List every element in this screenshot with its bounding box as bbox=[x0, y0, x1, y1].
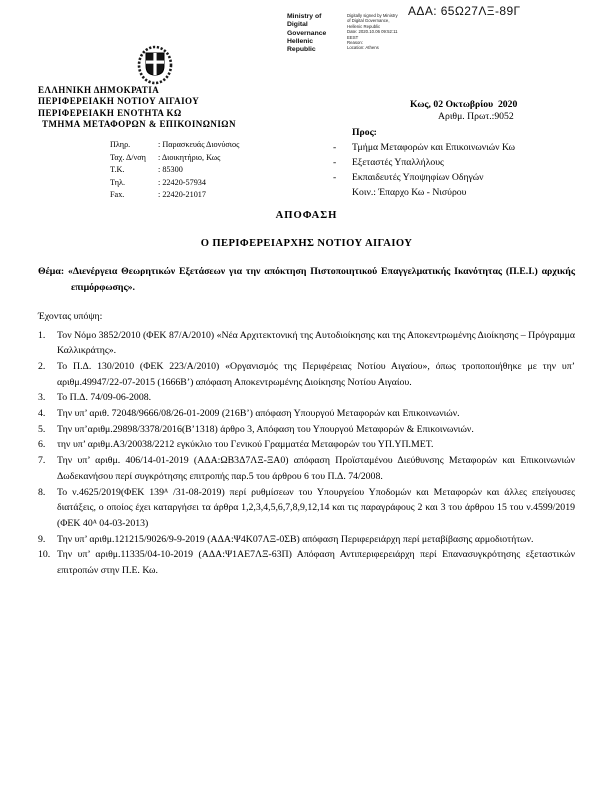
stamp-sig-line: of Digital Governance, bbox=[347, 18, 390, 24]
letterhead bbox=[38, 85, 236, 131]
item-text: Την υπ’ αριθμ.11335/04-10-2019 (ΑΔΑ:Ψ1ΑΕ7ΛΞ-63Π) Απόφαση Αντιπεριφερειάρχη περί Επανασυγκρότησης εξεταστικών επιτροπών στην Π.Ε. Κω. bbox=[57, 549, 575, 577]
recipient-label: Εξεταστές Υπαλλήλους bbox=[352, 156, 444, 168]
item-number: 3. bbox=[38, 392, 46, 404]
recipient-label: Εκπαιδευτές Υποψηφίων Οδηγών bbox=[352, 171, 484, 183]
item-number: 5. bbox=[38, 423, 46, 435]
contact-info-block bbox=[110, 139, 239, 202]
item-number: 9. bbox=[38, 533, 46, 545]
contact-row bbox=[110, 164, 239, 177]
stamp-sig-line: Digitally signed by Ministry bbox=[347, 13, 398, 18]
document-body bbox=[38, 208, 575, 579]
contact-label: Τηλ. bbox=[110, 177, 125, 187]
contact-row bbox=[110, 152, 239, 165]
letterhead-line: ΠΕΡΙΦΕΡΕΙΑΚΗ ΝΟΤΙΟΥ ΑΙΓΑΙΟΥ bbox=[38, 96, 200, 107]
recipient-item bbox=[333, 141, 599, 156]
stamp-sig-line: Location: Athens bbox=[347, 45, 379, 51]
list-item bbox=[38, 390, 575, 406]
contact-row bbox=[110, 177, 239, 190]
subject-label: Θέμα: bbox=[38, 266, 65, 278]
recipients-heading: Προς: bbox=[352, 127, 377, 138]
item-number: 6. bbox=[38, 439, 46, 451]
item-text: Τον Νόμο 3852/2010 (ΦΕΚ 87/Α/2010) «Νέα Αρχιτεκτονική της Αυτοδιοίκησης και της Αποκεντρωμένης Διοίκησης – Πρόγραμμα Καλλικράτης». bbox=[57, 329, 575, 357]
recipient-label: Τμήμα Μεταφορών και Επικοινωνιών Κω bbox=[352, 141, 515, 153]
letterhead-line: ΤΜΗΜΑ ΜΕΤΑΦΟΡΩΝ & ΕΠΙΚΟΙΝΩΝΙΩΝ bbox=[42, 119, 236, 130]
item-text: Το Π.Δ. 130/2010 (ΦΕΚ 223/Α/2010) «Οργανισμός της Περιφέρειας Νοτίου Αιγαίου», όπως τροποποιήθηκε με την υπ’ αριθμ.49947/22-07-2015 (1666Β’) απόφαση Αποκεντρωμένης Διοίκησης Νοτίου Αιγαίου. bbox=[57, 360, 575, 388]
stamp-authority-line: Governance bbox=[287, 29, 327, 37]
recipients-block bbox=[333, 126, 599, 201]
subject-text: «Διενέργεια Θεωρητικών Εξετάσεων για την απόκτηση Πιστοποιητικού Επαγγελματικής Ικανότητας (Π.Ε.Ι.) αρχικής επιμόρφωσης». bbox=[67, 266, 576, 294]
list-item bbox=[38, 547, 575, 578]
place-and-date: Κως, 02 Οκτωβρίου 2020 bbox=[410, 99, 518, 110]
stamp-sig-line: EEST bbox=[347, 34, 359, 40]
item-text: Την υπ’ αριθ. 72048/9666/08/26-01-2009 (216Β’) απόφαση Υπουργού Μεταφορών και Επικοινωνιών. bbox=[57, 408, 460, 420]
item-text: Την υπ’ αριθμ.121215/9026/9-9-2019 (ΑΔΑ:Ψ4Κ07ΛΞ-0ΣΒ) απόφαση Περιφερειάρχη περί μεταβίβασης αρμοδιοτήτων. bbox=[57, 533, 534, 545]
contact-value: : 85300 bbox=[158, 165, 183, 175]
letterhead-line: ΠΕΡΙΦΕΡΕΙΑΚΗ ΕΝΟΤΗΤΑ ΚΩ bbox=[38, 107, 182, 118]
stamp-sig-line: Date: 2020.10.06 09:52:11 bbox=[347, 29, 398, 35]
preamble: Έχοντας υπόψη: bbox=[38, 310, 103, 322]
item-text: την υπ’ αριθμ.Α3/20038/2212 εγκύκλιο του Γενικού Γραμματέα Μεταφορών του ΥΠ.ΥΠ.ΜΕΤ. bbox=[57, 439, 434, 451]
dash-bullet: - bbox=[333, 171, 337, 183]
item-number: 2. bbox=[38, 360, 46, 372]
contact-value: : Διοικητήριο, Κως bbox=[158, 152, 221, 162]
cc-recipient: Κοιν.: Έπαρχο Κω - Νισύρου bbox=[352, 186, 467, 198]
item-number: 4. bbox=[38, 408, 46, 420]
contact-value: : 22420-21017 bbox=[158, 190, 206, 200]
contact-label: Fax. bbox=[110, 190, 125, 200]
item-number: 8. bbox=[38, 486, 46, 498]
recipient-item bbox=[333, 156, 599, 171]
decision-issuer: Ο ΠΕΡΙΦΕΡΕΙΑΡΧΗΣ ΝΟΤΙΟΥ ΑΙΓΑΙΟΥ bbox=[200, 237, 413, 249]
date-protocol-block bbox=[410, 99, 517, 122]
contact-row bbox=[110, 189, 239, 202]
contact-label: Ταχ. Δ/νση bbox=[110, 152, 146, 162]
dash-bullet: - bbox=[333, 141, 337, 153]
list-item bbox=[38, 422, 575, 438]
item-number: 10. bbox=[38, 549, 51, 561]
stamp-sig-line: Hellenic Republic bbox=[347, 23, 381, 29]
subject-paragraph bbox=[38, 264, 575, 295]
stamp-sig-line: Reason: bbox=[347, 40, 364, 46]
digital-signature-stamp bbox=[287, 13, 417, 54]
stamp-signature-details bbox=[347, 13, 417, 54]
item-text: Την υπ’ αριθμ. 406/14-01-2019 (ΑΔΑ:ΩΒ3Δ7ΛΞ-ΞΑ0) απόφαση Προϊσταμένου Διεύθυνσης Μεταφορών και Επικοινωνιών Δωδεκανήσου περί συγκρότησης επιτροπής παρ.5 του άρθρου 6 του Π.Δ. 74/2008. bbox=[57, 455, 575, 482]
protocol-number: Αριθμ. Πρωτ.:9052 bbox=[438, 111, 514, 122]
dash-bullet: - bbox=[333, 156, 337, 168]
list-item bbox=[38, 328, 575, 359]
hellenic-coat-of-arms-icon bbox=[135, 45, 175, 90]
item-text: Την υπ’αριθμ.29898/3378/2016(Β’1318) άρθρο 3, Απόφαση του Υπουργού Μεταφορών & Επικοινωνιών. bbox=[57, 423, 474, 435]
item-number: 1. bbox=[38, 329, 46, 341]
contact-label: Πληρ. bbox=[110, 140, 131, 149]
letterhead-line: ΕΛΛΗΝΙΚΗ ΔΗΜΟΚΡΑΤΙΑ bbox=[38, 85, 160, 95]
contact-row bbox=[110, 139, 239, 152]
recipient-item bbox=[333, 171, 599, 186]
ada-code: ΑΔΑ: 65Ω27ΛΞ-89Γ bbox=[408, 4, 521, 18]
considerations-list bbox=[38, 328, 575, 579]
contact-value: : 22420-57934 bbox=[158, 177, 206, 187]
contact-value: : Παρασκευάς Διονύσιος bbox=[158, 140, 240, 149]
stamp-authority-line: Hellenic Republic bbox=[287, 37, 316, 54]
list-item bbox=[38, 532, 575, 548]
stamp-authority bbox=[287, 13, 342, 54]
list-item bbox=[38, 359, 575, 390]
item-number: 7. bbox=[38, 455, 46, 467]
item-text: Το Π.Δ. 74/09-06-2008. bbox=[57, 392, 152, 404]
item-text: Το ν.4625/2019(ΦΕΚ 139ᴬ /31-08-2019) περί ρυθμίσεων του Υπουργείου Υποδομών και Μεταφορών και άλλες επείγουσες διατάξεις, ο οποίος έχει καταργήσει τα άρθρα 1,2,3,4,5,6,7,8,9,12,14 και τις παραγράφους 2 και 3 του άρθρου 15 του ν.4599/2019 (ΦΕΚ 40ᴬ 04-03-2013) bbox=[57, 486, 575, 529]
stamp-authority-line: Ministry of Digital bbox=[287, 13, 322, 29]
list-item bbox=[38, 453, 575, 484]
contact-label: Τ.Κ. bbox=[110, 165, 125, 175]
list-item bbox=[38, 437, 575, 453]
list-item bbox=[38, 406, 575, 422]
list-item bbox=[38, 485, 575, 532]
decision-title: ΑΠΟΦΑΣΗ bbox=[275, 210, 338, 221]
